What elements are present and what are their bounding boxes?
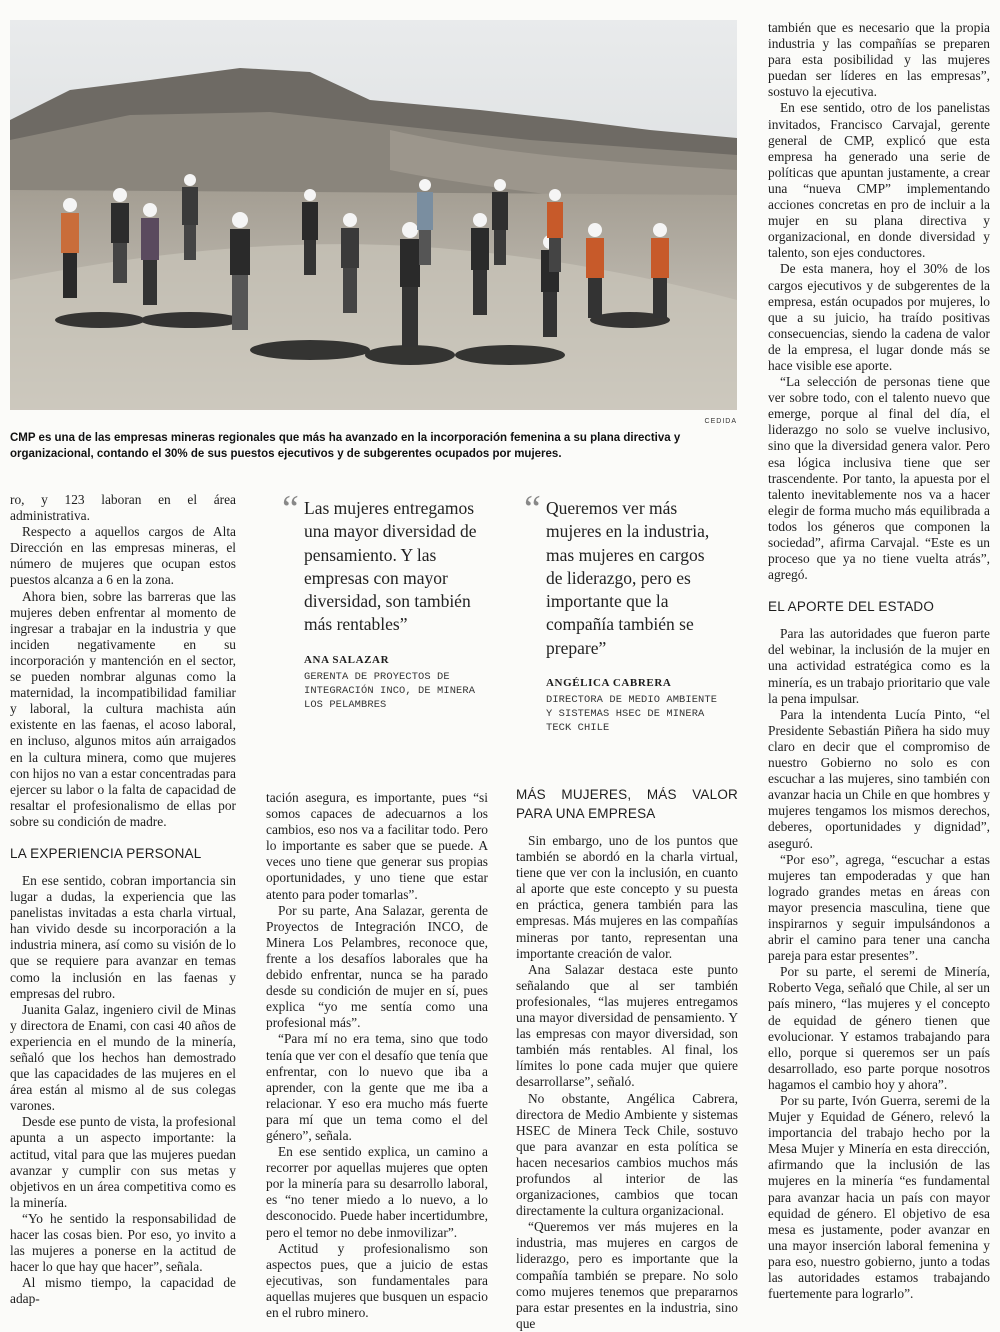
photo-credit: CEDIDA — [704, 418, 737, 425]
paragraph: “Para mí no era tema, sino que todo tenía que ver con el desafío que tenía que enfrentar, con lo nuevo que iba a aprender, con la gente que me iba a relacionar. Y eso era mucho más fuerte para mí que un tema como el del género”, señala. — [266, 1031, 488, 1143]
quote-author-role: DIRECTORA DE MEDIO AMBIENTE Y SISTEMAS HSEC DE MINERA TECK CHILE — [546, 694, 718, 735]
quote-text: Queremos ver más mujeres en la industria, mas mujeres en cargos de liderazgo, pero es importante que la compañía también se prepare” — [546, 498, 710, 658]
paragraph: Juanita Galaz, ingeniero civil de Minas y directora de Enami, con casi 40 años de experiencia en el mundo de la minería, señaló que los hechos han demostrado que las capacidades de las mujeres en el área están al mismo al de sus colegas varones. — [10, 1001, 236, 1114]
photo-caption: CMP es una de las empresas mineras regionales que más ha avanzado en la incorporación femenina a su plana directiva y organizacional, contando el 30% de sus puestos ejecutivos y de subgerentes ocupados por mujeres. — [10, 432, 681, 460]
paragraph: “Queremos ver más mujeres en la industria, mas mujeres en cargos de liderazgo, pero es importante que la compañía también se prepare. No solo como mujeres tenemos que prepararnos para estar presentes en la industria, sino que — [516, 1219, 738, 1331]
paragraph: tación asegura, es importante, pues “si somos capaces de adecuarnos a los cambios, eso nos va a facilitar todo. Pero lo importante es saber que se puede. A veces uno tiene que generar sus propias oportunidades, y uno tiene que estar atento para poder tomarlas”. — [266, 790, 488, 902]
paragraph: Para la intendenta Lucía Pinto, “el Presidente Sebastián Piñera ha sido muy claro en decir que el compromiso de nuestro Gobierno no solo es con escuchar a las mujeres, sino también con avanzar hacia un Chile en que hombres y mujeres tengamos los mismos derechos, deberes, oportunidades y dignidad”, aseguró. — [768, 706, 990, 851]
pull-quote-1 — [282, 488, 484, 712]
paragraph: Por su parte, Ivón Guerra, seremi de la Mujer y Equidad de Género, relevó la importancia del trabajo hecho por la Mesa Mujer y Minería en esta dirección, afirmando que la inclusión de las mujeres en la minería “es fundamental para avanzar hacia un país con mayor equidad de género. El objetivo de esa mesa es justamente, poder avanzar en una mayor inserción laboral femenina y para eso, nuestro gobierno, junto a todas las autoridades estamos trabajando fuertemente para lograrlo”. — [768, 1093, 990, 1302]
paragraph: Para las autoridades que fueron parte del webinar, la inclusión de la mujer en una actividad estratégica como es la minería, es un trabajo prioritario que vale la pena impulsar. — [768, 626, 990, 706]
column-1 — [10, 492, 236, 1308]
paragraph: En ese sentido, otro de los panelistas invitados, Francisco Carvajal, gerente general de CMP, explicó que esta empresa ha generado una serie de políticas que apuntan justamente, a crear una “nueva CMP” implementando acciones concretas en pro de incluir a la mujer en su plana directiva y organizacional, en donde diversidad y talento, son ejes conductores. — [768, 100, 990, 261]
paragraph: No obstante, Angélica Cabrera, directora de Medio Ambiente y sistemas HSEC de Minera Teck Chile, sostuvo que para avanzar en esta política se hacen necesarios cambios muchos más profundos al interior de las organizaciones, cambios que tocan directamente la cultura organizacional. — [516, 1090, 738, 1219]
paragraph: Al mismo tiempo, la capacidad de adap- — [10, 1275, 236, 1307]
quote-author-role: GERENTA DE PROYECTOS DE INTEGRACIÓN INCO, DE MINERA LOS PELAMBRES — [304, 670, 476, 711]
pull-quote-2 — [524, 488, 721, 735]
paragraph: Por su parte, Ana Salazar, gerenta de Proyectos de Integración INCO, de Minera Los Pelambres, reconoce que, frente a los desafíos laborales que ha debido enfrentar, nunca se ha parado desde su condición de mujer en sí, pues explica “yo me sentía como una profesional más”. — [266, 902, 488, 1031]
column-2 — [266, 790, 488, 1321]
paragraph: “Yo he sentido la responsabilidad de hacer las cosas bien. Por eso, yo invito a las mujeres a ponerse en la actitud de hacer lo que hay que hacer”, señala. — [10, 1210, 236, 1275]
quote-mark-icon: “ — [524, 488, 541, 530]
paragraph: Ana Salazar destaca este punto señalando que al ser también profesionales, “las mujeres entregamos una mayor diversidad de pensamiento. Y las empresas con mayor diversidad, son también más rentables. Al final, los límites lo pone cada mujer que quiere desarrollarse”, señaló. — [516, 961, 738, 1090]
section-heading: EL APORTE DEL ESTADO — [768, 599, 935, 615]
paragraph: Ahora bien, sobre las barreras que las mujeres deben enfrentar al momento de ingresar a trabajar en la industria y que inciden negativamente en su incorporación y mantención en el sector, se pueden nombrar algunas como la maternidad, la incompatibilidad familiar y laboral, la cultura machista aún existente en las faenas, el acoso laboral, en incluso, algunos mitos aún arraigados en la cultura minera, como que mujeres con hijos no van a estar concentradas para ejercer su labor o la falta de capacidad de resaltar el profesionalismo de ellas por sobre su condición de madre. — [10, 588, 236, 829]
section-heading: LA EXPERIENCIA PERSONAL — [10, 845, 202, 861]
quote-mark-icon: “ — [282, 488, 299, 530]
quote-author: ANGÉLICA CABRERA — [546, 677, 672, 690]
section-heading: MÁS MUJERES, MÁS VALOR PARA UNA EMPRESA — [516, 787, 738, 821]
paragraph: En ese sentido, cobran importancia sin lugar a dudas, la experiencia que las panelistas invitadas a esta charla virtual, han vivido desde su incorporación a la industria minera, así como su visión de lo que se requiere para avanzar en temas como la inclusión en las faenas y empresas del rubro. — [10, 872, 236, 1001]
quote-author: ANA SALAZAR — [304, 653, 390, 666]
paragraph: “Por eso”, agrega, “escuchar a estas mujeres tan empoderadas y que han logrado grandes metas en áreas con mayor presencia masculina, tiene que inspirarnos y seguir impulsándonos a abrir el camino para tener una cancha pareja para estar presentes”. — [768, 851, 990, 964]
quote-text: Las mujeres entregamos una mayor diversidad de pensamiento. Y las empresas con mayor diversidad, son también más rentables” — [304, 498, 477, 635]
paragraph: En ese sentido explica, un camino a recorrer por aquellas mujeres que opten por la minería para su desarrollo laboral, es “no tener miedo a lo nuevo, a lo desconocido. Puede haber incertidumbre, pero el temor no debe inmovilizar”. — [266, 1144, 488, 1240]
column-3 — [516, 785, 738, 1332]
paragraph: ro, y 123 laboran en el área administrativa. — [10, 492, 236, 524]
paragraph: Desde ese punto de vista, la profesional apunta a un aspecto importante: la actitud, vital para que las mujeres puedan avanzar y cumplir con sus metas y objetivos en un área competitiva como es la minería. — [10, 1114, 236, 1210]
paragraph: “La selección de personas tiene que ver sobre todo, con el talento nuevo que emerge, porque al final del día, el liderazgo no solo se vuelve inclusivo, sino que la diversidad genera valor. Pero esa lógica inclusiva tiene que ser trascendente. Por tanto, la apuesta por el talento inevitablemente nos va a hacer elegir de forma mucho más equilibrada a todos los géneros que componen la sociedad”, afirma Carvajal. “Este es un proceso que ya no tiene vuelta atrás”, agregó. — [768, 374, 990, 583]
mine-photo-illustration — [10, 20, 737, 410]
paragraph: De esta manera, hoy el 30% de los cargos ejecutivos y de subgerentes de la empresa, están ocupados por mujeres, lo que a su juicio, ha traído positivas consecuencias, siendo la cadena de valor de la empresa, el lugar donde más se hace visible ese aporte. — [768, 261, 990, 373]
paragraph: también que es necesario que la propia industria y las compañías se preparen para esta posibilidad y las mujeres puedan ser líderes en las empresas”, sostuvo la ejecutiva. — [768, 20, 990, 100]
paragraph: Actitud y profesionalismo son aspectos pues, que a juicio de estas ejecutivas, son fundamentales para aquellas mujeres que busquen un espacio en el rubro minero. — [266, 1240, 488, 1320]
article-photo — [10, 20, 737, 410]
paragraph: Por su parte, el seremi de Minería, Roberto Vega, señaló que Chile, al ser un país minero, “las mujeres y el concepto de equidad de género tienen que evolucionar. Y estamos trabajando para ello, porque si queremos ser un país desarrollado, eso parte porque nosotros hagamos el cambio hoy y ahora”. — [768, 964, 990, 1092]
paragraph: Sin embargo, uno de los puntos que también se abordó en la charla virtual, tiene que ver con la inclusión, en cuanto al aporte que este concepto y su puesta en práctica, genera también para las empresas. Más mujeres en las compañías mineras por tanto, representan una importante creación de valor. — [516, 833, 738, 961]
column-4 — [768, 20, 990, 1302]
paragraph: Respecto a aquellos cargos de Alta Dirección en las empresas mineras, el número de mujeres que ocupan estos puestos alcanza a 6 en la zona. — [10, 524, 236, 588]
